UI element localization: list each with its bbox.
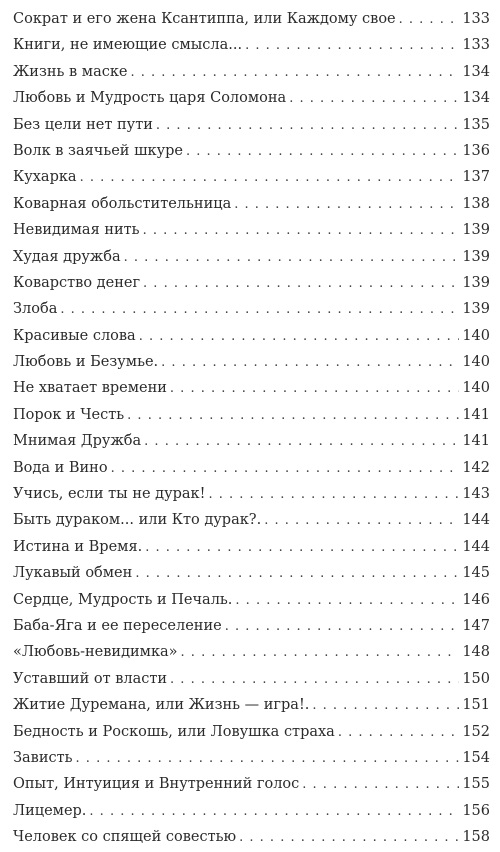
toc-entry	[13, 455, 490, 481]
toc-entry	[13, 507, 490, 533]
toc-entry	[13, 402, 490, 428]
toc-entry-page-number: 156	[462, 802, 490, 819]
toc-dot-leader	[302, 772, 459, 798]
toc-entry-page-number: 138	[462, 195, 490, 212]
toc-entry-title: Не хватает времени	[13, 380, 167, 397]
toc-entry-title: Порок и Честь	[13, 406, 125, 423]
toc-entry-title: Любовь и Мудрость царя Соломона	[13, 90, 287, 107]
toc-entry-title: Книги, не имеющие смысла...	[13, 37, 243, 54]
toc-entry	[13, 270, 490, 296]
toc-entry-page-number: 144	[462, 512, 490, 529]
toc-dot-leader	[156, 113, 459, 139]
toc-entry-title: Опыт, Интуиция и Внутренний голос	[13, 776, 300, 793]
toc-entry	[13, 771, 490, 797]
toc-entry-title: Учись, если ты не дурак!	[13, 486, 206, 503]
toc-entry-page-number: 146	[462, 591, 490, 608]
toc-entry-title: Жизнь в маске	[13, 63, 128, 80]
toc-entry	[13, 613, 490, 639]
toc-entry-page-number: 143	[462, 486, 490, 503]
toc-dot-leader	[145, 535, 459, 561]
toc-dot-leader	[135, 561, 459, 587]
toc-entry-title: Истина и Время.	[13, 538, 143, 555]
toc-entry-page-number: 133	[462, 37, 490, 54]
toc-dot-leader	[181, 640, 459, 666]
toc-entry	[13, 428, 490, 454]
toc-dot-leader	[312, 693, 459, 719]
toc-dot-leader	[234, 192, 459, 218]
toc-entry-page-number: 140	[462, 380, 490, 397]
toc-entry	[13, 217, 490, 243]
toc-entry	[13, 745, 490, 771]
toc-entry-title: Худая дружба	[13, 248, 121, 265]
toc-entry-title: Кухарка	[13, 169, 77, 186]
toc-dot-leader	[111, 456, 459, 482]
toc-entry-page-number: 135	[462, 116, 490, 133]
toc-entry-title: Баба-Яга и ее переселение	[13, 617, 222, 634]
toc-entry-title: Коварная обольстительница	[13, 195, 232, 212]
toc-entry-page-number: 140	[462, 354, 490, 371]
toc-dot-leader	[225, 614, 459, 640]
toc-dot-leader	[60, 297, 459, 323]
toc-entry	[13, 587, 490, 613]
toc-dot-leader	[127, 403, 459, 429]
toc-dot-leader	[124, 245, 459, 271]
toc-entry-title: Бедность и Роскошь, или Ловушка страха	[13, 723, 335, 740]
toc-entry-title: Без цели нет пути	[13, 116, 153, 133]
toc-entry-title: Быть дураком... или Кто дурак?.	[13, 512, 262, 529]
toc-dot-leader	[239, 825, 459, 851]
toc-dot-leader	[170, 376, 459, 402]
toc-entry-page-number: 151	[462, 697, 490, 714]
toc-entry-page-number: 141	[462, 406, 490, 423]
toc-dot-leader	[139, 324, 459, 350]
toc-entry-title: Любовь и Безумье.	[13, 354, 159, 371]
toc-entry-page-number: 139	[462, 248, 490, 265]
toc-dot-leader	[170, 667, 459, 693]
toc-entry	[13, 534, 490, 560]
toc-entry-page-number: 142	[462, 459, 490, 476]
toc-entry	[13, 244, 490, 270]
toc-entry	[13, 296, 490, 322]
toc-entry	[13, 138, 490, 164]
toc-entry	[13, 112, 490, 138]
toc-entry	[13, 719, 490, 745]
toc-dot-leader	[161, 350, 459, 376]
toc-entry	[13, 692, 490, 718]
toc-entry-title: Уставший от власти	[13, 670, 168, 687]
toc-entry	[13, 85, 490, 111]
toc-entry	[13, 323, 490, 349]
toc-entry	[13, 798, 490, 824]
toc-entry	[13, 59, 490, 85]
toc-entry-page-number: 148	[462, 644, 490, 661]
toc-entry-page-number: 139	[462, 222, 490, 239]
toc-dot-leader	[235, 588, 459, 614]
toc-entry-page-number: 134	[462, 63, 490, 80]
toc-entry-page-number: 137	[462, 169, 490, 186]
toc-entry-title: Невидимая нить	[13, 222, 140, 239]
toc-entry-page-number: 152	[462, 723, 490, 740]
toc-entry-page-number: 155	[462, 776, 490, 793]
toc-entry-title: Житие Дуремана, или Жизнь — игра!.	[13, 697, 310, 714]
toc-entry	[13, 560, 490, 586]
toc-entry	[13, 824, 490, 850]
toc-entry-title: Зависть	[13, 749, 73, 766]
toc-entry-page-number: 150	[462, 670, 490, 687]
toc-entry-title: Сократ и его жена Ксантиппа, или Каждому свое	[13, 11, 396, 27]
toc-entry-title: Коварство денег	[13, 274, 141, 291]
toc-entry-page-number: 147	[462, 617, 490, 634]
toc-entry	[13, 164, 490, 190]
toc-dot-leader	[399, 7, 459, 33]
toc-entry-title: Волк в заячьей шкуре	[13, 142, 184, 159]
toc-entry	[13, 32, 490, 58]
toc-entry	[13, 6, 490, 32]
toc-entry-page-number: 139	[462, 274, 490, 291]
table-of-contents	[13, 6, 490, 851]
toc-entry	[13, 375, 490, 401]
toc-entry-page-number: 158	[462, 829, 490, 846]
toc-entry-title: «Любовь-невидимка»	[13, 644, 178, 661]
toc-entry	[13, 191, 490, 217]
toc-dot-leader	[186, 139, 459, 165]
toc-entry-page-number: 144	[462, 538, 490, 555]
toc-dot-leader	[143, 218, 459, 244]
toc-dot-leader	[289, 86, 459, 112]
toc-entry-title: Вода и Вино	[13, 459, 108, 476]
toc-entry-title: Лицемер.	[13, 802, 87, 819]
toc-entry	[13, 481, 490, 507]
toc-entry	[13, 639, 490, 665]
toc-dot-leader	[208, 482, 459, 508]
toc-dot-leader	[245, 33, 459, 59]
toc-dot-leader	[89, 799, 459, 825]
toc-dot-leader	[144, 429, 459, 455]
toc-entry	[13, 666, 490, 692]
toc-dot-leader	[143, 271, 459, 297]
toc-entry-page-number: 140	[462, 327, 490, 344]
toc-entry-page-number: 133	[462, 11, 490, 27]
toc-entry-title: Злоба	[13, 301, 58, 318]
toc-entry-title: Лукавый обмен	[13, 565, 133, 582]
toc-entry-title: Сердце, Мудрость и Печаль.	[13, 591, 233, 608]
toc-entry-page-number: 141	[462, 433, 490, 450]
toc-entry	[13, 349, 490, 375]
toc-dot-leader	[338, 720, 459, 746]
toc-dot-leader	[264, 508, 459, 534]
toc-entry-page-number: 139	[462, 301, 490, 318]
toc-dot-leader	[76, 746, 459, 772]
toc-entry-page-number: 154	[462, 749, 490, 766]
toc-dot-leader	[131, 60, 460, 86]
toc-entry-page-number: 134	[462, 90, 490, 107]
toc-entry-title: Красивые слова	[13, 327, 136, 344]
toc-entry-title: Человек со спящей совестью	[13, 829, 237, 846]
toc-entry-page-number: 145	[462, 565, 490, 582]
toc-dot-leader	[80, 165, 459, 191]
toc-entry-title: Мнимая Дружба	[13, 433, 142, 450]
toc-entry-page-number: 136	[462, 142, 490, 159]
